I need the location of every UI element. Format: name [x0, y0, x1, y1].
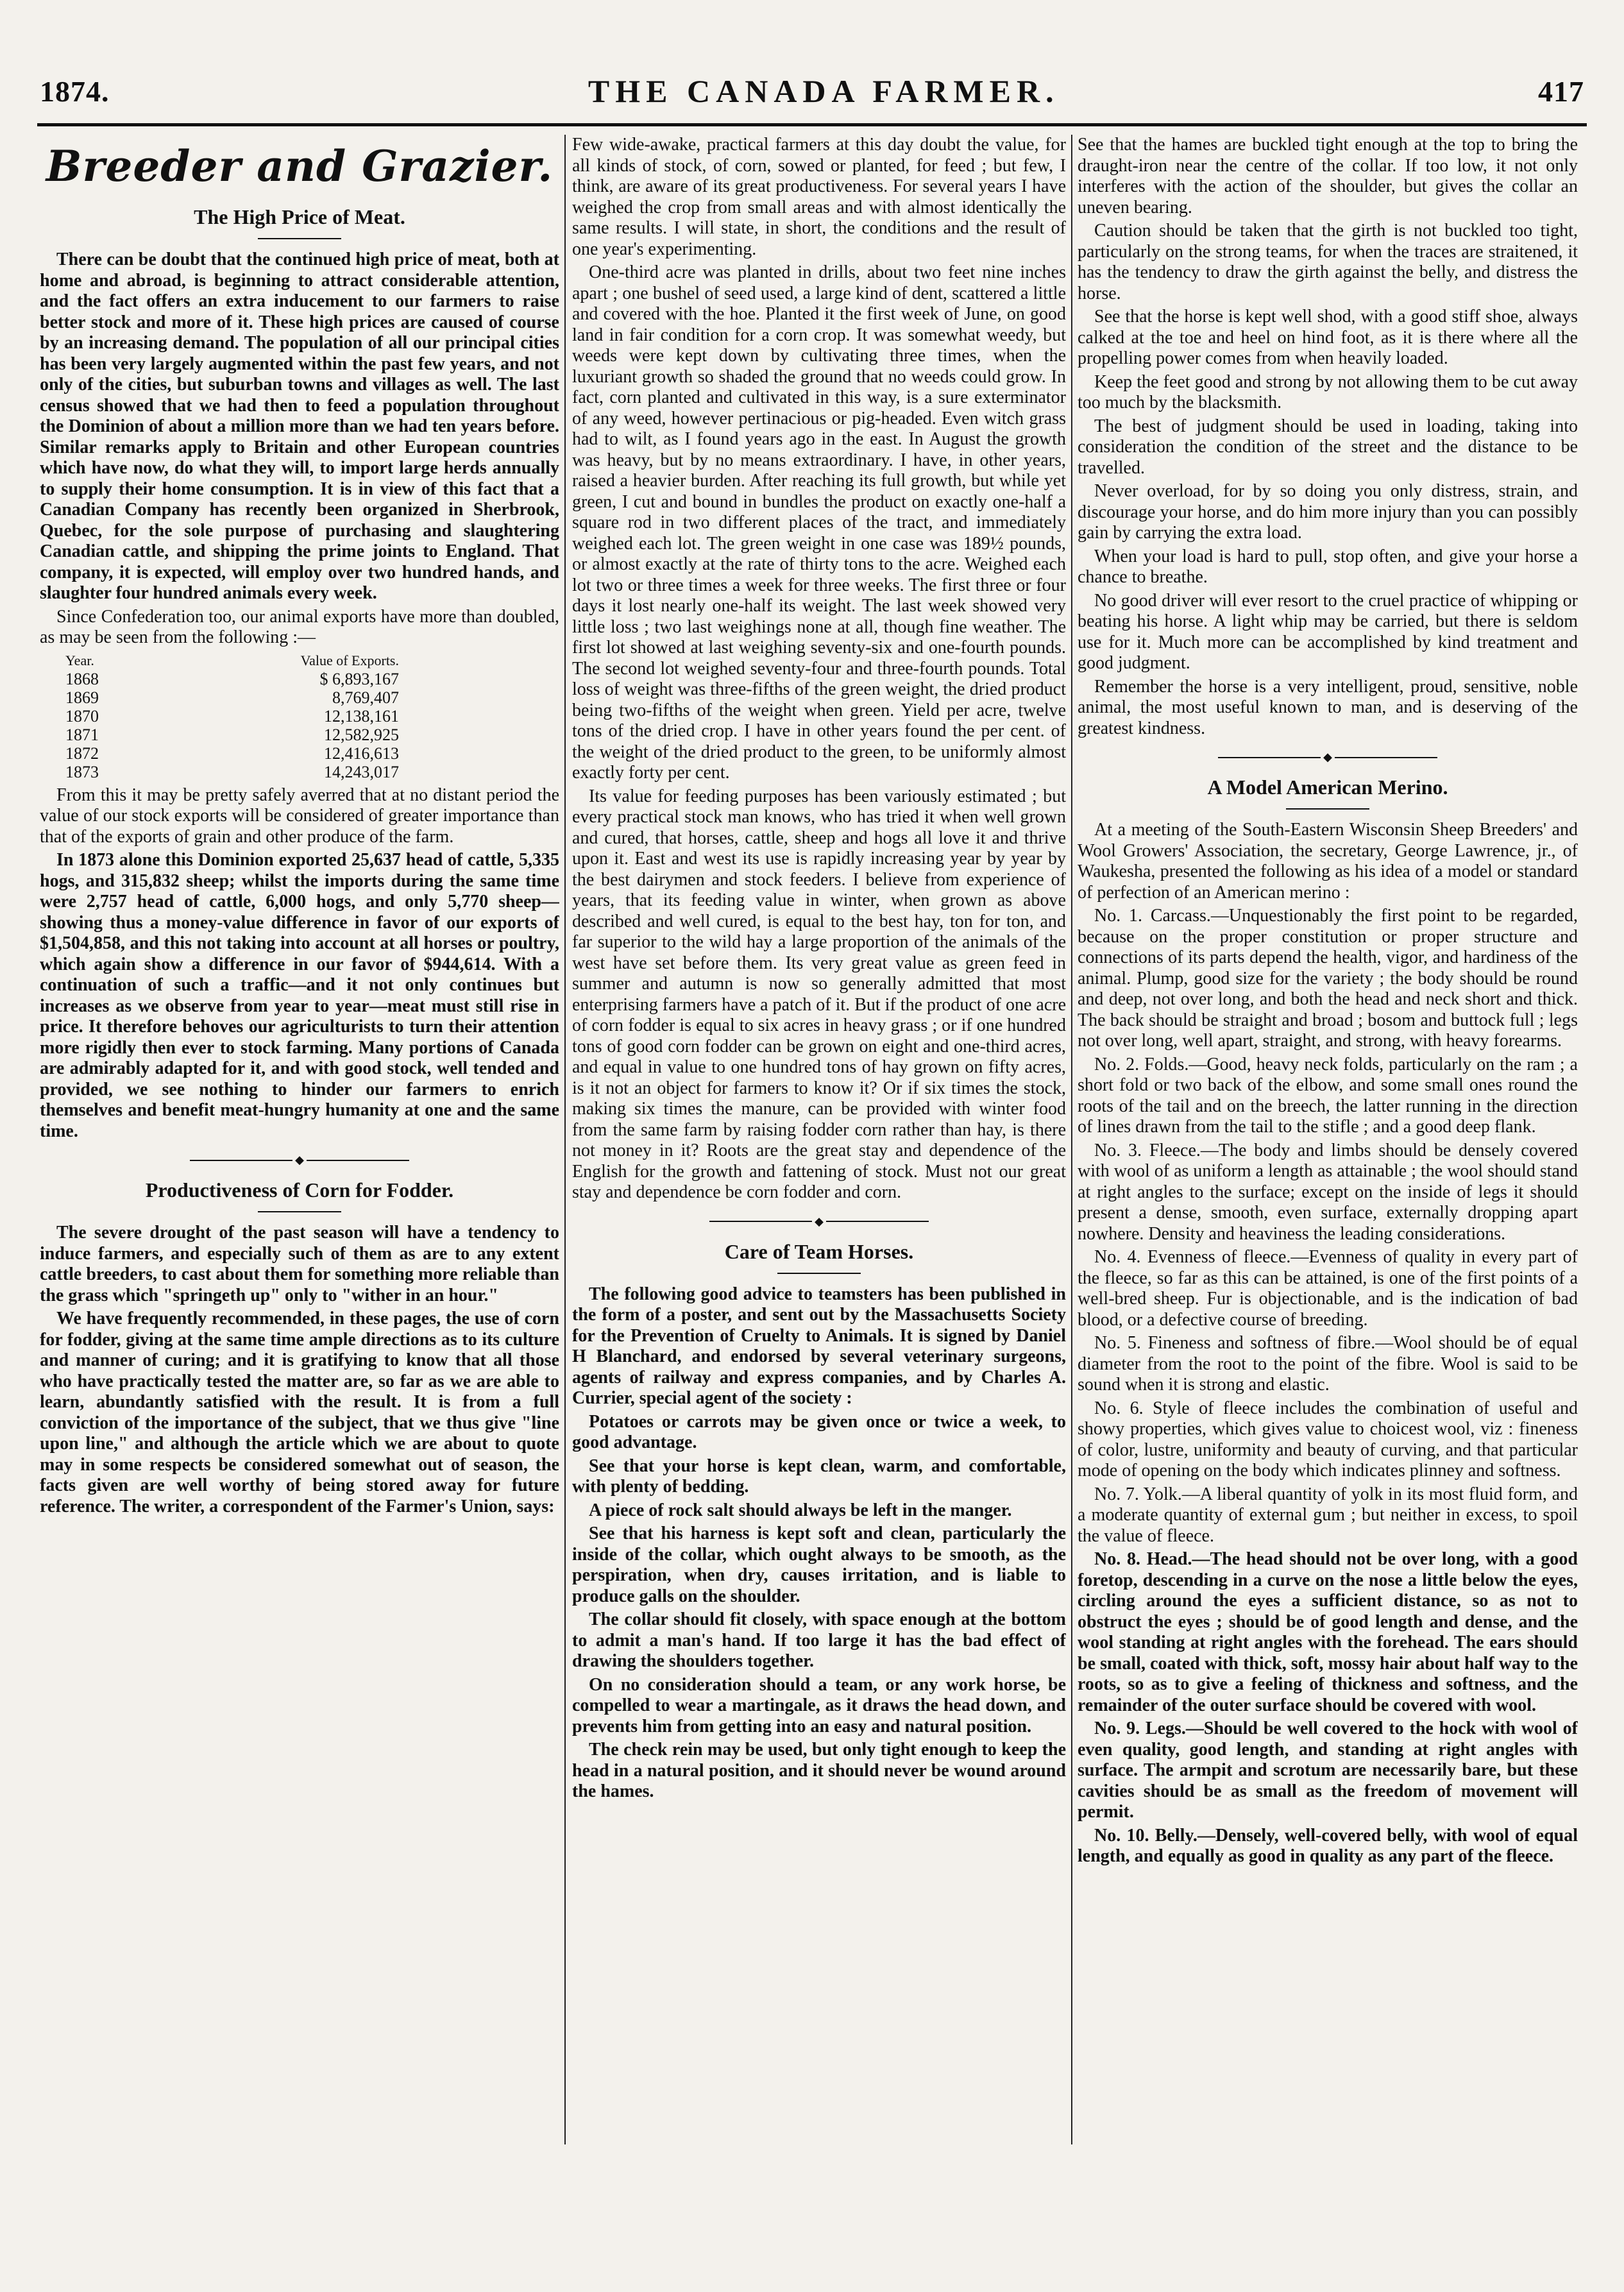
table-cell: 1868 [65, 669, 99, 688]
divider [258, 1211, 341, 1212]
column-1 [40, 135, 559, 2144]
paragraph: Potatoes or carrots may be given once or twice a week, to good advantage. [572, 1411, 1066, 1452]
paragraph: No. 1. Carcass.—Unquestionably the first point to be regarded, because on the proper constitution or proper structure and connections of its parts depend the health, vigor, and hardiness of the animal. Plump, good size for the variety ; the body should be round and deep, not over long, and both the head and neck short and thick. The back should be straight and broad ; bosom and buttock full ; legs not over long, well apart, straight, and strong, with heavy forearms. [1078, 906, 1578, 1051]
paragraph: One-third acre was planted in drills, about two feet nine inches apart ; one bushel of seed used, a large kind of dent, scattered a little and covered with the hoe. Planted it the first week of June, on good land in fair condition for a corn crop. It was somewhat weedy, but weeds were kept down by cultivating three times, when the luxuriant growth so shaded the ground that no weeds could grow. In fact, corn planted and cultivated in this way, is a sure exterminator of any weed, however pertinacious or pig-headed. Even witch grass had to wilt, as I found years ago in the east. In August the growth was heavy, but by no means extraordinary. I have, in other years, raised a heavier burden. After reaching its full growth, but while yet green, I cut and bound in bundles the product on exactly one-half a square rod in two different places of the tract, and immediately weighed each lot. The green weight in one case was 189½ pounds, or almost exactly at the rate of thirty tons to the acre. Weighed each lot two or three times a week for three weeks. The first three or four days it lost nearly one-half its weight. The last week showed very little loss ; two last weighings none at all, though fine weather. The first lot showed at last weighing seventy-six and one-fourth pounds. The second lot weighed seventy-four and three-fourth pounds. Total loss of weight was three-fifths of the green weight, the dried product being two-fifths of the weight when green. Yield per acre, twelve tons of the dried crop. I have in other years found the per cent. of the weight of the dried product to the green, to be uniformly almost exactly forty per cent. [572, 262, 1066, 783]
paragraph: In 1873 alone this Dominion exported 25,637 head of cattle, 5,335 hogs, and 315,832 sheep; whilst the imports during the same time were 2,757 head of cattle, 6,000 hogs, and only 5,770 sheep—showing thus a money-value difference in favor of our exports of $1,504,858, and this not taking into account at all horses or poultry, which again show a difference in our favor of $944,614. With a continuation of such a traffic—and it not only continues but increases as we observe from year to year—meat must still rise in price. It therefore behoves our agriculturists to turn their attention more rigidly then ever to stock farming. Many portions of Canada are admirably adapted for it, and with good stock, well tended and provided, we see nothing to hinder our farmers to enrich themselves and benefit meat-hungry humanity at one and the same time. [40, 850, 559, 1141]
page-number: 417 [1538, 74, 1584, 108]
paragraph: There can be doubt that the continued high price of meat, both at home and abroad, is beginning to attract considerable attention, and the fact offers an extra inducement to our farmers to raise better stock and more of it. These high prices are caused of course by an increasing demand. The population of all our principal cities has been very largely augmented within the past few years, and not only of the cities, but suburban towns and villages as well. The last census showed that we had then to feed a population throughout the Dominion of about a million more than we had ten years before. Similar remarks apply to Britain and other European countries which have now, do what they will, to import large herds annually to supply their home consumption. It is in view of this fact that a Canadian Company has recently been organized in Sherbrook, Quebec, for the sole purpose of purchasing and slaughtering Canadian cattle, and shipping the prime joints to England. That company, it is expected, will employ over two hundred hands, and slaughter four hundred animals every week. [40, 250, 559, 603]
divider [1286, 808, 1369, 810]
masthead-year: 1874. [40, 74, 110, 108]
table-cell: 12,416,613 [324, 743, 399, 763]
table-cell: 1870 [65, 706, 99, 726]
paragraph: No. 4. Evenness of fleece.—Evenness of quality in every part of the fleece, so far as this can be attained, is one of the first points of a well-bred sheep. Fur is objectionable, and is the indication of bad blood, or a defective course of breeding. [1078, 1247, 1578, 1330]
paragraph: No. 10. Belly.—Densely, well-covered belly, with wool of equal length, and equally as good in quality as any part of the fleece. [1078, 1825, 1578, 1866]
paragraph: When your load is hard to pull, stop often, and give your horse a chance to breathe. [1078, 546, 1578, 587]
paragraph: From this it may be pretty safely averred that at no distant period the value of our stock exports will be considered of greater importance than that of the exports of grain and other produce of the farm. [40, 785, 559, 847]
paragraph: Few wide-awake, practical farmers at this day doubt the value, for all kinds of stock, of corn, sowed or planted, for feed ; but few, I think, are aware of its great productiveness. For several years I have weighed the crop from small areas and with almost identically the same results. I will state, in short, the conditions and the result of one year's experimenting. [572, 135, 1066, 259]
table-cell: 1872 [65, 743, 99, 763]
column-3 [1078, 135, 1578, 2144]
paragraph: Keep the feet good and strong by not allowing them to be cut away too much by the blacksmith. [1078, 371, 1578, 412]
paragraph: Remember the horse is a very intelligent, proud, sensitive, noble animal, the most useful known to man, and is deserving of the greatest kindness. [1078, 676, 1578, 738]
ornamental-divider: ◆ [40, 1153, 559, 1167]
paragraph: No. 9. Legs.—Should be well covered to the hock with wool of even quality, good length, and standing at right angles with surface. The armpit and scrotum are necessarily bare, but these cavities should be as small as the freedom of movement will permit. [1078, 1719, 1578, 1822]
table-cell: 1869 [65, 688, 99, 707]
table-cell: 12,138,161 [324, 706, 399, 726]
table-row [65, 763, 399, 781]
ornamental-divider: ◆ [572, 1215, 1066, 1228]
paragraph: No. 8. Head.—The head should not be over long, with a good foretop, descending in a curve on the nose a little below the eyes, circling around the eyes a sufficient distance, so as not to obstruct the eyes ; should be of good length and dense, and the wool standing at right angles with the forehead. The ears should be small, coated with thick, soft, mossy hair about half way to the roots, so as to give a feeling of thickness and softness, and the remainder of the outer surface should be covered with wool. [1078, 1549, 1578, 1715]
ornamental-divider: ◆ [1078, 751, 1578, 764]
paragraph: See that the hames are buckled tight enough at the top to bring the draught-iron near the centre of the collar. If too low, it not only interferes with the action of the shoulder, but gives the collar an uneven bearing. [1078, 135, 1578, 217]
article-headline: The High Price of Meat. [194, 205, 405, 228]
paragraph: We have frequently recommended, in these pages, the use of corn for fodder, giving at the same time ample directions as to its culture and manner of curing; and it is gratifying to know that all those who have practically tested the matter are, so far as we are able to learn, abundantly satisfied with the result. It is from a full conviction of the importance of the subject, that we thus give "line upon line," and although the article which we are about to quote may in some respects be considered somewhat out of season, the facts given are well worthy of being stored away for future reference. The writer, a correspondent of the Farmer's Union, says: [40, 1309, 559, 1516]
paragraph: On no consideration should a team, or any work horse, be compelled to wear a martingale, as it draws the head down, and prevents him from getting into an easy and natural position. [572, 1674, 1066, 1736]
table-header: Value of Exports. [300, 652, 399, 668]
exports-table [65, 651, 399, 781]
paragraph: The collar should fit closely, with space enough at the bottom to admit a man's hand. If too large it has the bad effect of drawing the shoulders together. [572, 1609, 1066, 1671]
table-row [65, 744, 399, 763]
table-cell: $ 6,893,167 [319, 669, 399, 688]
paragraph: A piece of rock salt should always be left in the manger. [589, 1500, 1012, 1520]
table-cell: 1873 [65, 762, 99, 781]
paragraph: No. 2. Folds.—Good, heavy neck folds, particularly on the ram ; a short fold or two back of the elbow, and some small ones round the roots of the tail and on the breech, the latter running in the direction of lines drawn from the tail to the stifle ; and a good deep flank. [1078, 1054, 1578, 1137]
table-row [65, 670, 399, 688]
paragraph: See that his harness is kept soft and clean, particularly the inside of the collar, which ought always to be smooth, as the perspiration, when dry, causes irritation, and is liable to produce galls on the shoulder. [572, 1524, 1066, 1606]
table-cell: 8,769,407 [332, 688, 399, 707]
article-headline: A Model American Merino. [1207, 776, 1448, 799]
table-cell: 14,243,017 [324, 762, 399, 781]
table-row [65, 726, 399, 744]
paragraph: No. 6. Style of fleece includes the combination of useful and showy properties, which gives value to choicest wool, viz : fineness of color, lustre, uniformity and beauty of curving, and that particular mode of opening on the body which indicates plinney and softness. [1078, 1398, 1578, 1481]
paragraph: The severe drought of the past season will have a tendency to induce farmers, and especially such of them as are to any extent cattle breeders, to cast about them for something more reliable than the grass which "springeth up" only to "wither in an hour." [40, 1223, 559, 1305]
masthead-title: THE CANADA FARMER. [588, 73, 1060, 109]
paragraph: See that your horse is kept clean, warm, and comfortable, with plenty of bedding. [572, 1456, 1066, 1497]
table-row [65, 688, 399, 707]
column-divider [564, 135, 566, 2144]
column-2 [572, 135, 1066, 2144]
paragraph: No good driver will ever resort to the cruel practice of whipping or beating his horse. A light whip may be carried, but there is seldom use for it. Much more can be accomplished by kind treatment and good judgment. [1078, 590, 1578, 673]
section-title: Breeder and Grazier. [46, 141, 554, 191]
masthead-rule [37, 123, 1587, 126]
paragraph: Never overload, for by so doing you only distress, strain, and discourage your horse, and do him more injury than you can possibly gain by carrying the extra load. [1078, 481, 1578, 543]
column-divider [1071, 135, 1072, 2144]
table-cell: 1871 [65, 725, 99, 744]
paragraph: The best of judgment should be used in loading, taking into consideration the condition of the street and the distance to be travelled. [1078, 416, 1578, 478]
masthead [40, 64, 1584, 118]
paragraph: No. 5. Fineness and softness of fibre.—Wool should be of equal diameter from the root to the point of the fibre. Wool is said to be sound when it is strong and elastic. [1078, 1333, 1578, 1395]
paragraph: See that the horse is kept well shod, with a good stiff shoe, always calked at the toe and heel on hind foot, as it is there where all the propelling power comes from when heavily loaded. [1078, 307, 1578, 368]
article-headline: Care of Team Horses. [724, 1239, 914, 1263]
table-row [65, 707, 399, 726]
divider [258, 238, 341, 239]
article-headline: Productiveness of Corn for Fodder. [145, 1178, 454, 1201]
paragraph: Caution should be taken that the girth is not buckled too tight, particularly on the strong teams, for when the traces are straitened, it has the tendency to draw the girth against the belly, and distress the horse. [1078, 221, 1578, 303]
paragraph: Since Confederation too, our animal exports have more than doubled, as may be seen from the following :— [40, 606, 559, 647]
paragraph: The following good advice to teamsters has been published in the form of a poster, and sent out by the Massachusetts Society for the Prevention of Cruelty to Animals. It is signed by Daniel H Blanchard, and endorsed by several veterinary surgeons, agents of railway and express companies, and by Charles A. Currier, special agent of the society : [572, 1284, 1066, 1408]
paragraph: The check rein may be used, but only tight enough to keep the head in a natural position, and it should never be wound around the hames. [572, 1740, 1066, 1801]
divider [777, 1273, 861, 1274]
paragraph: Its value for feeding purposes has been variously estimated ; but every practical stock man knows, who has tried it when well grown and cured, that horses, cattle, sheep and hogs all love it and thrive upon it. East and west its use is rapidly increasing year by year by the best dairymen and stock feeders. I believe from experience of years, that its feeding value in winter, when grown as above described and well cured, is equal to the best hay, ton for ton, and far superior to the wild hay a large proportion of the animals of the west have set before them. Its very great value as green feed in summer and autumn is now so generally admitted that most enterprising farmers have a patch of it. But if the product of one acre of corn fodder is equal to six acres in heavy grass ; or if one hundred tons of good corn fodder can be grown on eight and one-third acres, and equal in value to one hundred tons of hay grown on fifty acres, is it not an object for farmers to know it? Or if six times the stock, making six times the manure, can be provided with winter food from the same farm by raising fodder corn rather than hay, is there not money in it? Roots are the great stay and dependence of the English for the growth and fattening of stock. Must not our great stay and dependence be corn fodder and corn. [572, 786, 1066, 1202]
table-header: Year. [65, 652, 94, 668]
paragraph: No. 3. Fleece.—The body and limbs should be densely covered with wool of as uniform a length as attainable ; the wool should stand at right angles to the surface; except on the inside of legs it should present a dense, smooth, even surface, externally dropping apart nowhere. Density and heaviness the leading considerations. [1078, 1140, 1578, 1244]
paragraph: No. 7. Yolk.—A liberal quantity of yolk in its most fluid form, and a moderate quantity of external gum ; but neither in excess, to spoil the value of fleece. [1078, 1484, 1578, 1546]
paragraph: At a meeting of the South-Eastern Wisconsin Sheep Breeders' and Wool Growers' Association, the secretary, George Lawrence, jr., of Waukesha, presented the following as his idea of a model or standard of perfection of an American merino : [1078, 820, 1578, 903]
table-cell: 12,582,925 [324, 725, 399, 744]
